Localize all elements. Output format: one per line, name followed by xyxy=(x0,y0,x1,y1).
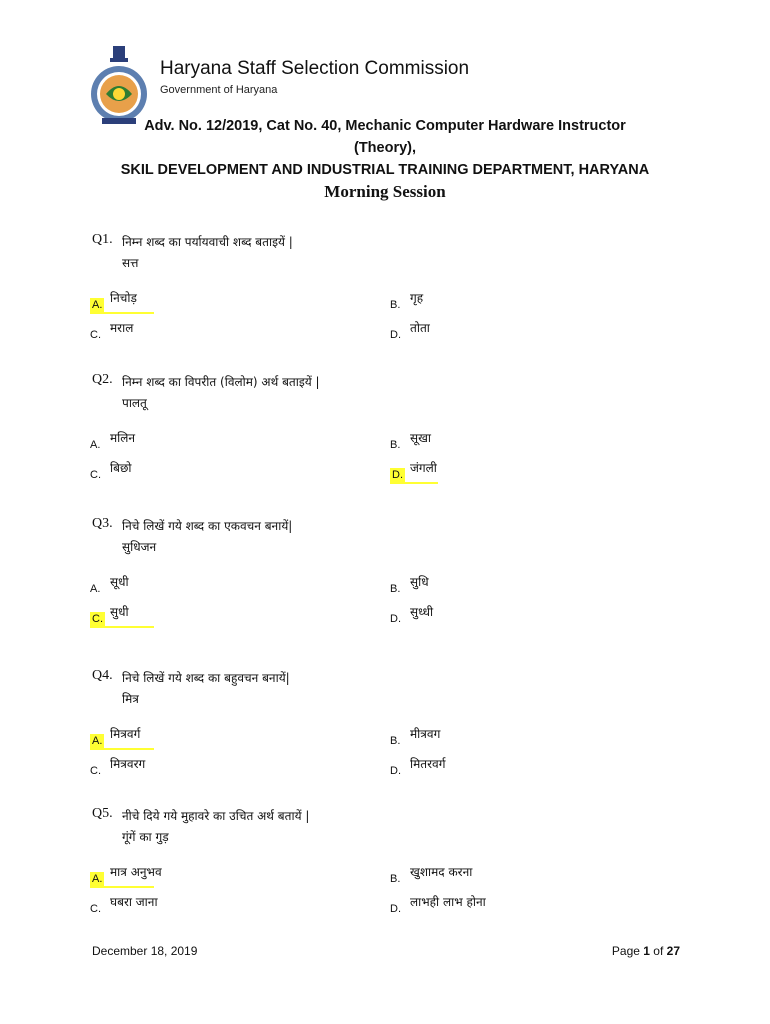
answer-option[interactable] xyxy=(390,864,590,886)
option-letter: B. xyxy=(390,439,401,451)
answer-option[interactable] xyxy=(90,290,290,312)
answer-option[interactable] xyxy=(390,290,590,312)
answer-option[interactable] xyxy=(390,574,590,596)
answer-option[interactable] xyxy=(390,430,590,452)
page-label: Page xyxy=(611,944,644,958)
haryana-emblem-logo xyxy=(88,44,150,128)
option-letter: A. xyxy=(90,439,101,451)
answer-option[interactable] xyxy=(390,756,590,778)
answer-highlight-underline xyxy=(90,886,154,888)
organization-subtitle: Government of Haryana xyxy=(160,84,278,96)
option-text: मीत्रवग xyxy=(410,727,441,741)
question-number: Q4. xyxy=(92,668,113,683)
answer-option[interactable] xyxy=(90,430,290,452)
option-text: खुशामद करना xyxy=(410,865,473,879)
option-text: तोता xyxy=(410,321,430,335)
option-letter: B. xyxy=(390,873,401,885)
answer-highlight-underline xyxy=(90,626,154,628)
answer-option[interactable] xyxy=(390,894,590,916)
answer-option[interactable] xyxy=(90,726,290,748)
option-text: सूखा xyxy=(410,431,432,445)
page-current: 1 xyxy=(643,944,650,958)
question-text: निम्न शब्द का विपरीत (विलोम) अर्थ बताइयें | xyxy=(122,375,320,389)
answer-option[interactable] xyxy=(90,894,290,916)
option-text: मराल xyxy=(110,321,134,335)
session-title: Morning Session xyxy=(324,182,446,201)
organization-name: Haryana Staff Selection Commission xyxy=(160,58,470,79)
advertisement-title-line-2: (Theory), xyxy=(353,140,417,156)
option-text: मलिन xyxy=(110,431,136,445)
option-text: गृह xyxy=(410,291,424,305)
question-word: गूंगें का गुड़ xyxy=(122,830,169,844)
option-letter: A. xyxy=(92,299,103,311)
footer-page-number xyxy=(612,944,680,958)
question-word: पालतू xyxy=(122,396,147,410)
answer-option[interactable] xyxy=(90,756,290,778)
option-text: मितरवर्ग xyxy=(410,757,446,771)
option-text: मित्रवर्ग xyxy=(110,727,141,741)
option-text: मित्रवरग xyxy=(110,757,146,771)
option-letter: D. xyxy=(390,903,401,915)
question-number: Q1. xyxy=(92,232,113,247)
answer-highlight-underline xyxy=(390,482,438,484)
option-text: सूधी xyxy=(110,575,129,589)
option-letter: A. xyxy=(92,873,103,885)
answer-option[interactable] xyxy=(90,864,290,886)
answer-highlight-underline xyxy=(90,312,154,314)
question-text: निम्न शब्द का पर्यायवाची शब्द बताइयें | xyxy=(122,235,293,249)
answer-option[interactable] xyxy=(90,574,290,596)
question-word: मित्र xyxy=(122,692,139,706)
option-letter: C. xyxy=(90,765,101,777)
department-title: SKIL DEVELOPMENT AND INDUSTRIAL TRAINING DEPARTMENT, HARYANA xyxy=(120,162,650,178)
answer-highlight-underline xyxy=(90,748,154,750)
option-text: लाभही लाभ होना xyxy=(410,895,486,909)
question-number: Q3. xyxy=(92,516,113,531)
option-text: जंगली xyxy=(410,461,437,475)
answer-option[interactable] xyxy=(390,726,590,748)
advertisement-title-line-1: Adv. No. 12/2019, Cat No. 40, Mechanic Computer Hardware Instructor xyxy=(144,118,626,134)
option-letter: D. xyxy=(390,613,401,625)
option-text: सुधि xyxy=(410,575,429,589)
option-letter: D. xyxy=(390,765,401,777)
answer-option[interactable] xyxy=(390,460,590,482)
answer-option[interactable] xyxy=(390,604,590,626)
option-letter: B. xyxy=(390,299,401,311)
option-letter: C. xyxy=(90,469,101,481)
footer-date: December 18, 2019 xyxy=(92,944,198,958)
answer-option[interactable] xyxy=(90,460,290,482)
question-number: Q5. xyxy=(92,806,113,821)
option-letter: D. xyxy=(390,329,401,341)
option-text: घबरा जाना xyxy=(110,895,158,909)
answer-option[interactable] xyxy=(90,604,290,626)
option-letter: D. xyxy=(392,469,403,481)
question-text: निचे लिखें गये शब्द का एकवचन बनायें| xyxy=(122,519,293,533)
option-text: निचोड़ xyxy=(110,291,137,305)
option-text: बिछो xyxy=(110,461,132,475)
option-letter: B. xyxy=(390,583,401,595)
option-letter: A. xyxy=(92,735,103,747)
answer-option[interactable] xyxy=(390,320,590,342)
question-word: सुधिजन xyxy=(122,540,157,554)
option-letter: B. xyxy=(390,735,401,747)
option-text: सुध्धी xyxy=(410,605,434,619)
option-letter: C. xyxy=(92,613,103,625)
option-letter: A. xyxy=(90,583,101,595)
option-text: मात्र अनुभव xyxy=(110,865,162,879)
question-text: नीचे दिये गये मुहावरे का उचित अर्थ बतायें | xyxy=(122,809,310,823)
answer-option[interactable] xyxy=(90,320,290,342)
question-word: सत्त xyxy=(122,256,139,270)
option-text: सुधी xyxy=(110,605,129,619)
question-number: Q2. xyxy=(92,372,113,387)
option-letter: C. xyxy=(90,903,101,915)
question-text: निचे लिखें गये शब्द का बहुवचन बनायें| xyxy=(122,671,290,685)
option-letter: C. xyxy=(90,329,101,341)
page-of-label: of xyxy=(649,944,667,958)
page-total: 27 xyxy=(666,944,680,958)
